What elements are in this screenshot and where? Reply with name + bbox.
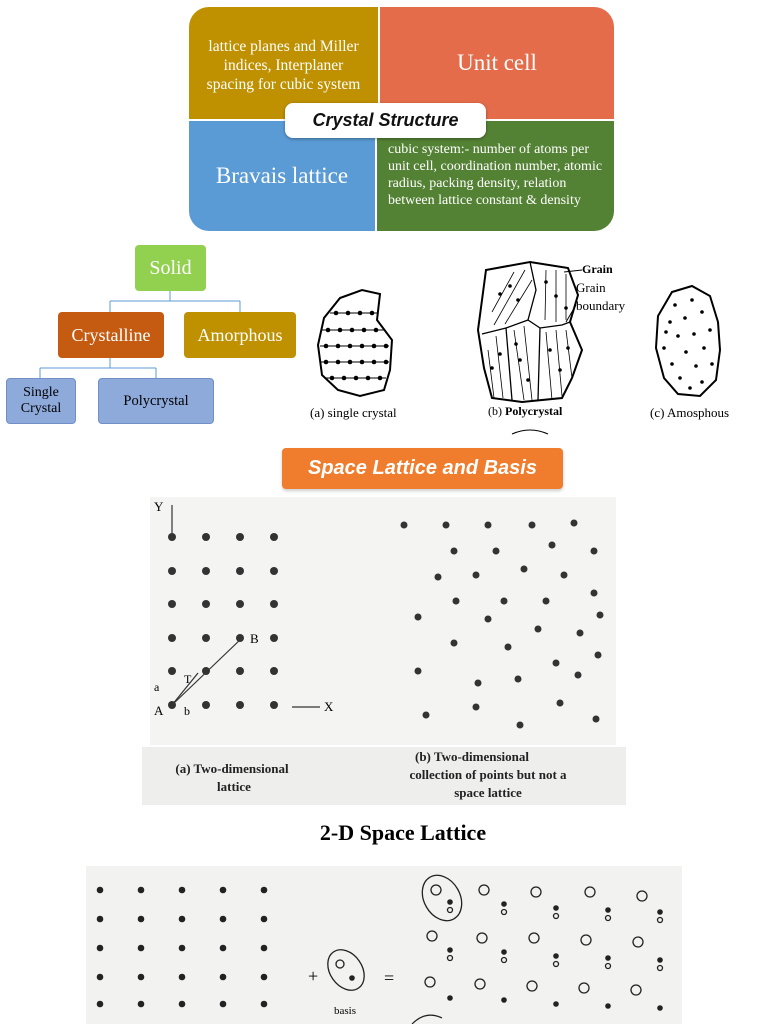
node-single-crystal: Single Crystal xyxy=(6,378,76,424)
lattice-planes-text: lattice planes and Miller indices, Interplaner spacing for cubic system xyxy=(206,37,361,93)
plus-sign: + xyxy=(308,966,319,986)
bravais-lattice-text: Bravais lattice xyxy=(215,163,349,188)
tree-connectors xyxy=(0,0,320,440)
node-amorphous: Amorphous xyxy=(184,312,296,358)
caption-single-crystal: (a) single crystal xyxy=(310,405,397,420)
node-solid: Solid xyxy=(135,245,206,291)
basis-label: basis xyxy=(334,1005,356,1017)
cubic-system-text: cubic system:- number of atoms per unit cell, coordination number, atomic radius, packing density, relation between lattice constant & density xyxy=(388,142,603,208)
caption-a-line1: (a) Two-dimensional xyxy=(175,761,289,776)
polycrystal-drawing xyxy=(478,262,626,434)
two-d-lattice-figure xyxy=(142,497,628,809)
caption-b-line1: (b) Two-dimensional xyxy=(414,749,530,764)
vector-t-label: T xyxy=(184,672,192,686)
point-a-label: A xyxy=(154,703,164,718)
node-crystalline: Crystalline xyxy=(58,312,164,358)
vector-b-label: b xyxy=(184,704,190,718)
two-d-space-lattice-heading: 2-D Space Lattice xyxy=(319,820,487,845)
node-polycrystal: Polycrystal xyxy=(98,378,214,424)
caption-polycrystal: Polycrystal xyxy=(505,404,563,418)
caption-poly-prefix: (b) xyxy=(488,404,505,418)
label-grain: Grain xyxy=(582,262,613,276)
svg-text:(b) Polycrystal xyxy=(488,404,563,418)
axis-y-label: Y xyxy=(154,499,164,514)
caption-b-line2: collection of points but not a xyxy=(409,767,567,782)
amorphous-drawing xyxy=(650,286,729,420)
single-crystal-drawing xyxy=(310,290,397,420)
crystal-structure-label: Crystal Structure xyxy=(285,103,486,138)
axis-x-label: X xyxy=(324,699,334,714)
lattice-basis-figure xyxy=(86,866,682,1024)
point-b-label: B xyxy=(250,631,259,646)
label-grain-boundary-2: boundary xyxy=(576,298,626,313)
equals-sign: = xyxy=(384,968,395,988)
caption-a-line2: lattice xyxy=(217,779,251,794)
vector-a-label: a xyxy=(154,680,160,694)
unit-cell-text: Unit cell xyxy=(457,50,537,75)
caption-amorphous: (c) Amosphous xyxy=(650,405,730,420)
caption-b-line3: space lattice xyxy=(454,785,522,800)
crystal-types-figure xyxy=(300,250,760,440)
space-lattice-title: Space Lattice and Basis xyxy=(282,448,563,489)
label-grain-boundary-1: Grain xyxy=(576,280,606,295)
